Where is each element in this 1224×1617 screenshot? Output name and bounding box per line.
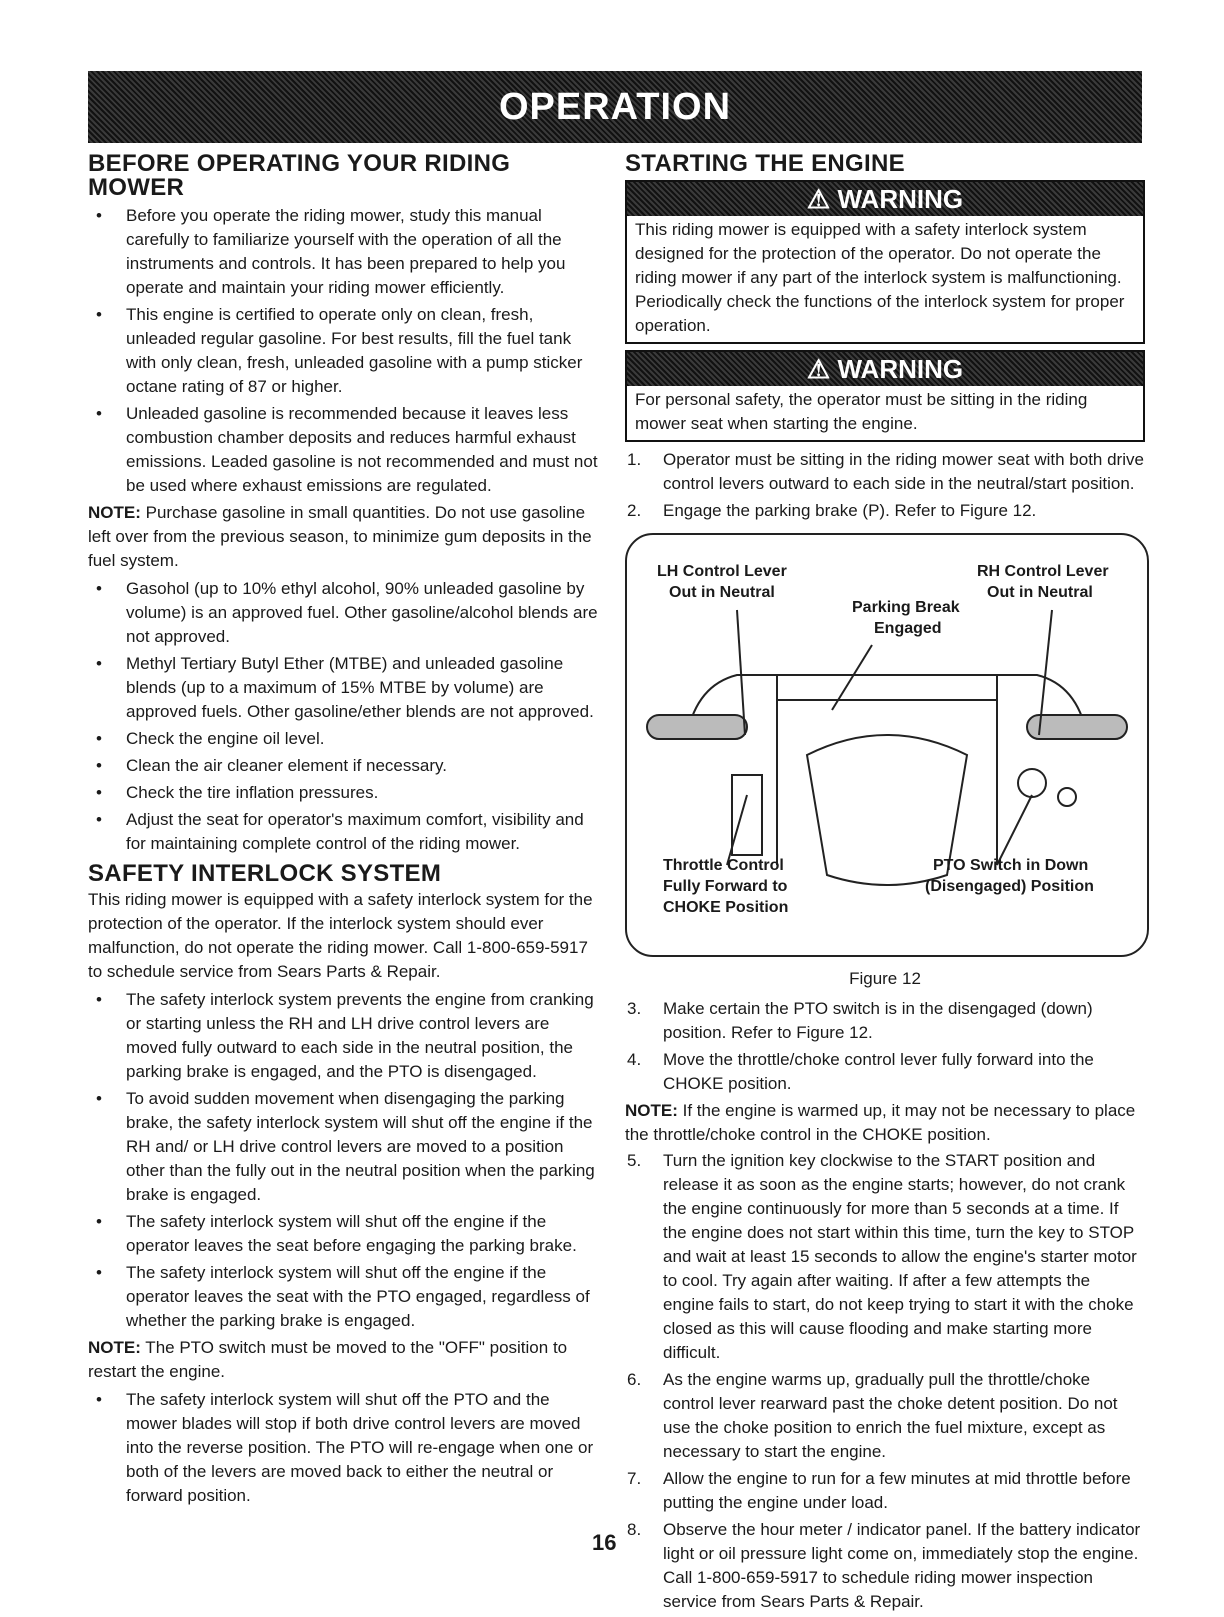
section-banner: [88, 71, 1142, 143]
step-item: [625, 448, 1145, 496]
warning-text: For personal safety, the operator must be sitting in the riding mower seat when starting the engine.: [635, 390, 1088, 433]
label-line: Fully Forward to: [663, 878, 788, 895]
pto-note: [88, 1336, 603, 1384]
before-operating-list-a: [88, 204, 603, 498]
step-text: Allow the engine to run for a few minutes at mid throttle before putting the engine under load.: [663, 1469, 1131, 1512]
before-operating-list-b: [88, 577, 603, 856]
note-text: If the engine is warmed up, it may not be necessary to place the throttle/choke control in the CHOKE position.: [625, 1101, 1136, 1144]
parking-brake-label: [852, 597, 960, 639]
warning-header: [627, 352, 1143, 386]
label-line: CHOKE Position: [663, 899, 789, 916]
step-number: 3.: [627, 999, 642, 1018]
throttle-label: [663, 855, 788, 918]
list-item: • Unleaded gasoline is recommended because it leaves less combustion chamber deposits and reduces harmful exhaust emissions. Leaded gasoline is not recommended and must not be used where exhaust emissions are regulated.: [88, 402, 603, 498]
choke-note: [625, 1099, 1145, 1147]
label-line: LH Control Lever: [657, 563, 787, 580]
note-label: NOTE:: [88, 1338, 141, 1357]
label-line: Parking Break: [852, 599, 960, 616]
list-item: • The safety interlock system will shut off the PTO and the mower blades will stop if both drive control levers are moved into the reverse position. The PTO will re-engage when one or both of the levers are moved back to either the neutral or forward position.: [88, 1388, 603, 1508]
banner-title: OPERATION: [498, 85, 732, 128]
list-item: • To avoid sudden movement when disengaging the parking brake, the safety interlock system will shut off the engine if the RH and/ or LH drive control levers are moved to a position other than the fully out in the neutral position when the parking brake is engaged.: [88, 1087, 603, 1207]
note-label: NOTE:: [625, 1101, 678, 1120]
warning-title: WARNING: [837, 354, 964, 384]
list-item: • Gasohol (up to 10% ethyl alcohol, 90% unleaded gasoline by volume) is an approved fuel. Other gasoline/alcohol blends are not approved.: [88, 577, 603, 649]
step-number: 7.: [627, 1469, 642, 1488]
note-text: The PTO switch must be moved to the "OFF" position to restart the engine.: [88, 1338, 568, 1381]
safety-list-a: [88, 988, 603, 1333]
warning-triangle-icon: ⚠: [806, 184, 831, 214]
list-item: • Clean the air cleaner element if necessary.: [88, 754, 603, 778]
throttle-control: [732, 775, 762, 855]
list-item: • Adjust the seat for operator's maximum comfort, visibility and for maintaining complete control of the riding mower.: [88, 808, 603, 856]
safety-intro: This riding mower is equipped with a safety interlock system for the protection of the operator. If the interlock system should ever malfunction, do not operate the riding mower. Call 1-800-659-5917 to schedule service from Sears Parts & Repair.: [88, 890, 593, 981]
step-number: 2.: [627, 501, 642, 520]
page-number: 16: [592, 1530, 617, 1555]
label-line: PTO Switch in Down: [933, 857, 1089, 874]
step-item: [625, 997, 1145, 1045]
fuel-note: [88, 501, 603, 573]
warning-header: [627, 182, 1143, 216]
step-text: Make certain the PTO switch is in the disengaged (down) position. Refer to Figure 12.: [663, 999, 1093, 1042]
rh-lever-grip: [1027, 715, 1127, 739]
pto-label: [925, 855, 1094, 897]
figure-caption: Figure 12: [849, 969, 921, 988]
label-line: (Disengaged) Position: [925, 878, 1094, 895]
step-text: Engage the parking brake (P). Refer to Figure 12.: [663, 501, 1037, 520]
step-item: [625, 1467, 1145, 1515]
warning-text: This riding mower is equipped with a safety interlock system designed for the protection of the operator. Do not operate the riding mower if any part of the interlock system is malfunctioning. Periodically check the functions of the interlock system for proper operation.: [635, 220, 1125, 335]
step-text: Observe the hour meter / indicator panel. If the battery indicator light or oil pressure light come on, immediately stop the engine. Call 1-800-659-5917 to schedule riding mower inspection service from Sears Parts & Repair.: [663, 1520, 1141, 1611]
list-item: • Methyl Tertiary Butyl Ether (MTBE) and unleaded gasoline blends (up to a maximum of 15% MTBE by volume) are approved fuels. Other gasoline/ether blends are not approved.: [88, 652, 603, 724]
step-item: [625, 499, 1145, 523]
warning-title: WARNING: [837, 184, 964, 214]
steps-list-c: [625, 1149, 1145, 1614]
note-label: NOTE:: [88, 503, 141, 522]
step-number: 6.: [627, 1370, 642, 1389]
pto-switch: [1018, 769, 1046, 797]
step-text: Operator must be sitting in the riding mower seat with both drive control levers outward to each side in the neutral/start position.: [663, 450, 1144, 493]
left-column: [88, 152, 603, 1511]
lh-lever-grip: [647, 715, 747, 739]
step-text: Move the throttle/choke control lever fully forward into the CHOKE position.: [663, 1050, 1094, 1093]
list-item: • This engine is certified to operate only on clean, fresh, unleaded regular gasoline. For best results, fill the fuel tank with only clean, fresh, unleaded gasoline with a pump sticker octane rating of 87 or higher.: [88, 303, 603, 399]
list-item: • Check the engine oil level.: [88, 727, 603, 751]
list-item: • The safety interlock system prevents the engine from cranking or starting unless the RH and LH drive control levers are moved fully outward to each side in the neutral position, the parking brake is engaged, and the PTO is disengaged.: [88, 988, 603, 1084]
heading-before-operating: BEFORE OPERATING YOUR RIDING MOWER: [88, 150, 511, 201]
warning-box-interlock: [625, 180, 1145, 344]
step-text: Turn the ignition key clockwise to the START position and release it as soon as the engine starts; however, do not crank the engine continuously for more than 5 seconds at a time. If the engine does not start within this time, turn the key to STOP and wait at least 15 seconds to allow the engine's starter motor to cool. Try again after waiting. If after a few attempts the engine fails to start, do not keep trying to start it with the choke closed as this will cause flooding and make starting more difficult.: [663, 1151, 1137, 1362]
pto-knob: [1058, 788, 1076, 806]
steps-list-a: [625, 448, 1145, 523]
right-column: [625, 152, 1145, 1617]
list-item: • Before you operate the riding mower, study this manual carefully to familiarize yourself with the operation of all the instruments and controls. It has been prepared to help you operate and maintain your riding mower efficiently.: [88, 204, 603, 300]
safety-list-b: [88, 1388, 603, 1508]
heading-safety-interlock: SAFETY INTERLOCK SYSTEM: [88, 860, 442, 887]
lh-lever-label: [657, 561, 787, 603]
label-line: Out in Neutral: [669, 584, 775, 601]
figure-12-illustration: [625, 533, 1149, 957]
step-item: [625, 1518, 1145, 1614]
warning-box-seat: [625, 350, 1145, 442]
list-item: • The safety interlock system will shut off the engine if the operator leaves the seat before engaging the parking brake.: [88, 1210, 603, 1258]
step-text: As the engine warms up, gradually pull the throttle/choke control lever rearward past the choke detent position. Do not use the choke position to enrich the fuel mixture, except as necessary to start the engine.: [663, 1370, 1118, 1461]
list-item: • Check the tire inflation pressures.: [88, 781, 603, 805]
step-item: [625, 1149, 1145, 1365]
step-number: 8.: [627, 1520, 642, 1539]
heading-starting-engine: STARTING THE ENGINE: [625, 150, 905, 177]
step-number: 5.: [627, 1151, 642, 1170]
warning-triangle-icon: ⚠: [806, 354, 831, 384]
label-line: Out in Neutral: [987, 584, 1093, 601]
label-line: RH Control Lever: [977, 563, 1109, 580]
rh-lever-label: [977, 561, 1109, 603]
note-text: Purchase gasoline in small quantities. Do not use gasoline left over from the previous season, to minimize gum deposits in the fuel system.: [88, 503, 592, 570]
step-number: 1.: [627, 450, 642, 469]
step-item: [625, 1048, 1145, 1096]
step-number: 4.: [627, 1050, 642, 1069]
list-item: • The safety interlock system will shut off the engine if the operator leaves the seat with the PTO engaged, regardless of whether the parking brake is engaged.: [88, 1261, 603, 1333]
label-line: Throttle Control: [663, 857, 784, 874]
steps-list-b: [625, 997, 1145, 1096]
step-item: [625, 1368, 1145, 1464]
label-line: Engaged: [874, 620, 942, 637]
